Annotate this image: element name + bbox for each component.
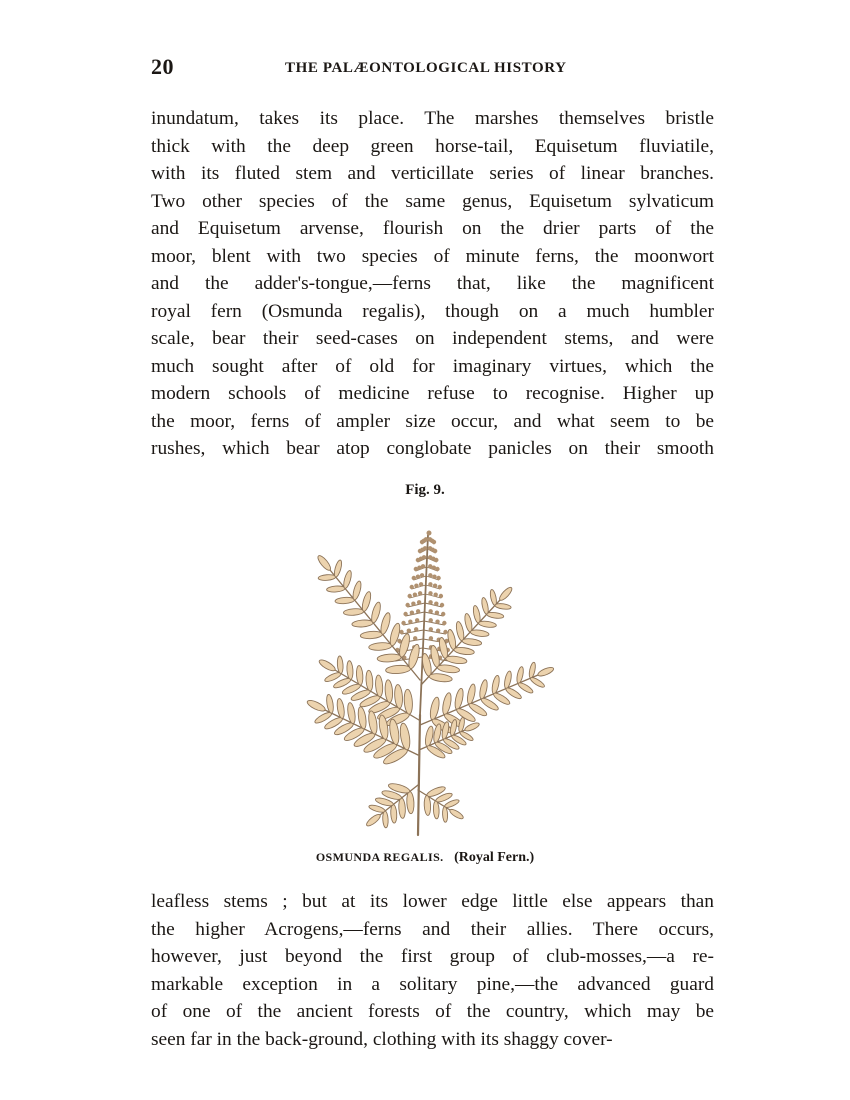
text-line: and the adder's-tongue,—ferns that, like the magnificent <box>151 273 714 294</box>
pinnule-leaf <box>498 586 514 602</box>
sporangium-cluster <box>434 592 438 596</box>
sporangium-cluster <box>440 603 444 607</box>
fertile-branch <box>425 603 442 607</box>
fertile-branch <box>424 630 446 634</box>
pinnule-leaf <box>433 801 440 819</box>
sporangium-cluster <box>416 558 420 562</box>
text-line: scale, bear their seed-cases on independent stems, and were <box>151 328 714 349</box>
sporangium-cluster <box>408 594 412 598</box>
pinnule-leaf <box>342 570 353 589</box>
pinnule-leaf <box>326 585 345 592</box>
text-line: however, just beyond the first group of club-mosses,—a re- <box>151 946 714 967</box>
text-line: of one of the ancient forests of the country, which may be <box>151 1001 714 1022</box>
sporangium-cluster <box>420 573 424 577</box>
pinnule-leaf <box>481 597 490 615</box>
pinnule-leaf <box>385 665 411 675</box>
sporangium-cluster <box>408 619 412 623</box>
sporangium-cluster <box>435 610 439 614</box>
pinnule-leaf <box>379 612 392 635</box>
sporangium-cluster <box>420 540 424 544</box>
sporangium-cluster <box>407 628 411 632</box>
sporangium-cluster <box>428 573 432 577</box>
sporangium-cluster <box>436 628 440 632</box>
sporangium-cluster <box>428 582 432 586</box>
figure-caption <box>0 850 850 866</box>
fertile-branch <box>424 621 444 625</box>
pinnule-leaf <box>472 605 481 624</box>
pinnule-leaf <box>429 672 453 683</box>
pinnule-leaf <box>316 554 333 572</box>
pinnule-leaf <box>398 633 412 658</box>
pinnule-leaf <box>424 795 431 815</box>
pinnule-leaf <box>489 589 497 606</box>
running-head: THE PALÆONTOLOGICAL HISTORY <box>285 60 567 76</box>
pinnule-leaf <box>449 808 465 821</box>
text-line: inundatum, takes its place. The marshes themselves bristle <box>151 108 714 129</box>
text-line: Two other species of the same genus, Equisetum sylvaticum <box>151 190 714 212</box>
sporangium-cluster <box>410 610 414 614</box>
pinnule-leaf <box>343 608 364 616</box>
pinnule-leaf <box>495 603 512 610</box>
text-line: with its fluted stem and verticillate series of linear branches. <box>151 163 714 184</box>
sporangium-cluster <box>443 630 447 634</box>
sporangium-cluster <box>429 627 433 631</box>
pinnule-leaf <box>365 670 373 691</box>
pinnule-leaf <box>529 676 545 689</box>
pinnule-leaf <box>360 631 383 640</box>
fertile-branch <box>424 612 443 616</box>
sporangium-cluster <box>442 621 446 625</box>
fertile-branch <box>410 594 426 598</box>
pinnule-leaf <box>333 559 343 577</box>
sporangium-cluster <box>418 591 422 595</box>
pinnule-leaf <box>537 666 555 678</box>
paragraph-top <box>151 105 714 463</box>
text-line: moor, blent with two species of minute ferns, the moonwort <box>151 245 714 267</box>
sporangium-cluster <box>415 618 419 622</box>
pinnule-leaf <box>442 807 448 823</box>
sporangium-cluster <box>428 600 432 604</box>
pinnule-leaf <box>318 574 336 581</box>
fertile-stem <box>420 535 428 715</box>
sporangium-cluster <box>414 567 418 571</box>
sporangium-cluster <box>434 601 438 605</box>
sporangium-cluster <box>416 609 420 613</box>
pinnule-leaf <box>375 675 384 697</box>
sporangium-cluster <box>419 582 423 586</box>
sporangium-cluster <box>403 612 407 616</box>
pinnule-leaf <box>365 813 382 828</box>
sporangium-cluster <box>417 600 421 604</box>
caption-latin-name: OSMUNDA REGALIS. <box>315 850 444 864</box>
fertile-branch <box>404 621 424 625</box>
sporangium-cluster <box>428 609 432 613</box>
sporangium-cluster <box>429 636 433 640</box>
sporangium-cluster <box>413 592 417 596</box>
fertile-branch <box>408 603 425 607</box>
pinnule-leaf <box>464 721 480 732</box>
sporangium-cluster <box>439 594 443 598</box>
sporangium-cluster <box>436 576 440 580</box>
main-stem <box>418 715 420 835</box>
sporangium-cluster <box>418 549 422 553</box>
text-line: seen far in the back-ground, clothing with its shaggy cover- <box>151 1028 613 1050</box>
page-number: 20 <box>151 54 174 79</box>
sporangium-cluster <box>416 574 420 578</box>
sporangium-cluster <box>414 627 418 631</box>
text-line: and Equisetum arvense, flourish on the drier parts of the <box>151 218 714 239</box>
sporangium-cluster <box>413 636 417 640</box>
sporangium-cluster <box>435 567 439 571</box>
fertile-branch <box>425 594 441 598</box>
sporangium-cluster <box>401 621 405 625</box>
pinnule-leaf <box>505 686 523 700</box>
sporangium-cluster <box>412 576 416 580</box>
royal-fern-illustration <box>300 505 560 840</box>
pinnule-leaf <box>445 655 467 665</box>
sporangium-cluster <box>429 618 433 622</box>
pinnule-leaf <box>464 613 474 633</box>
sporangium-cluster <box>432 574 436 578</box>
pinnule-leaf <box>318 658 337 673</box>
pinnule-leaf <box>398 798 406 819</box>
sporangium-cluster <box>441 612 445 616</box>
text-line: much sought after of old for imaginary virtues, which the <box>151 355 714 377</box>
sporangium-cluster <box>432 540 436 544</box>
fertile-branch <box>406 612 425 616</box>
pinnule-leaf <box>382 811 388 828</box>
pinnule-leaf <box>306 698 327 713</box>
pinnule-leaf <box>462 638 482 647</box>
pinnule-leaf <box>394 684 403 708</box>
pinnule-leaf <box>446 629 457 650</box>
sporangium-cluster <box>405 603 409 607</box>
pinnule-leaf <box>370 601 382 623</box>
pinnule-leaf <box>486 611 504 619</box>
sporangium-cluster <box>427 531 432 536</box>
pinnule-leaf <box>368 804 386 814</box>
pinnule-leaf <box>335 597 355 605</box>
figure-label: Fig. 9. <box>405 482 445 498</box>
pinnule-leaf <box>437 664 460 674</box>
pinnule-leaf <box>384 680 393 703</box>
pinnule-leaf <box>352 619 374 627</box>
sporangium-cluster <box>411 601 415 605</box>
pinnule-leaf <box>390 804 397 823</box>
caption-common-name: (Royal Fern.) <box>454 850 535 865</box>
sporangium-cluster <box>438 585 442 589</box>
pinnule-leaf <box>470 629 489 638</box>
text-line: royal fern (Osmunda regalis), though on a much humbler <box>151 300 714 322</box>
pinnule-leaf <box>361 591 373 612</box>
sporangium-cluster <box>433 583 437 587</box>
text-line: rushes, which bear atop conglobate panicles on their smooth <box>151 438 714 459</box>
sporangium-cluster <box>434 558 438 562</box>
fertile-branch <box>402 630 424 634</box>
sporangium-cluster <box>433 549 437 553</box>
text-line: leafless stems ; but at its lower edge little else appears than <box>151 891 714 912</box>
text-line: markable exception in a solitary pine,—the advanced guard <box>151 973 714 995</box>
pinnule-leaf <box>455 621 465 642</box>
text-line: the higher Acrogens,—ferns and their allies. There occurs, <box>151 918 714 940</box>
sporangium-cluster <box>435 619 439 623</box>
text-line: modern schools of medicine refuse to recognise. Higher up <box>151 383 714 404</box>
pinnule-leaf <box>407 643 422 669</box>
pinnule-leaf <box>369 642 393 651</box>
sporangium-cluster <box>414 583 418 587</box>
sporangium-cluster <box>410 585 414 589</box>
text-line: the moor, ferns of ampler size occur, and what seem to be <box>151 410 714 432</box>
pinnule-leaf <box>453 646 474 655</box>
pinnule-leaf <box>517 681 534 695</box>
pinnule-leaf <box>406 791 414 814</box>
pinnule-leaf <box>478 620 496 628</box>
sporangium-cluster <box>428 591 432 595</box>
pinnule-leaf <box>351 580 362 600</box>
text-line: thick with the deep green horse-tail, Equisetum fluviatile, <box>151 135 714 157</box>
pinnule-leaf <box>403 689 413 714</box>
paragraph-bottom <box>151 888 714 1053</box>
pinnule-leaf <box>377 653 402 662</box>
